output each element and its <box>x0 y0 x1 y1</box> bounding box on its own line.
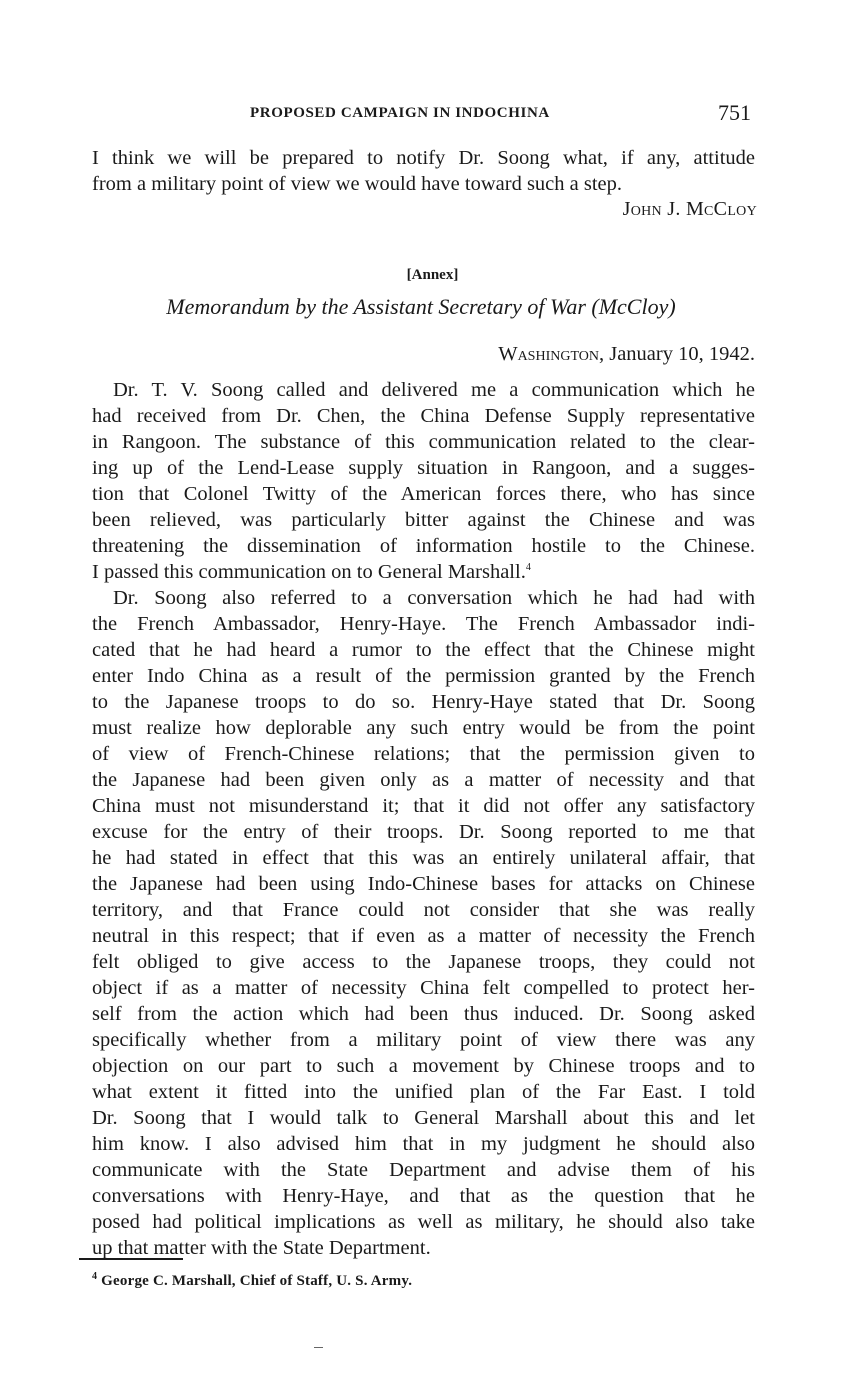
paragraph-line: Dr. Soong that I would talk to General Marshall about this and let <box>92 1107 755 1129</box>
paragraph-line: excuse for the entry of their troops. Dr. Soong reported to me that <box>92 821 755 843</box>
paragraph-line: the Japanese had been using Indo-Chinese bases for attacks on Chinese <box>92 873 755 895</box>
paragraph-line: of view of French-Chinese relations; that the permission given to <box>92 743 755 765</box>
footnote-marker: 4 <box>92 1271 98 1282</box>
paragraph-line: neutral in this respect; that if even as a matter of necessity the French <box>92 925 755 947</box>
paragraph-line: up that matter with the State Department. <box>92 1237 431 1259</box>
signature: John J. McCloy <box>622 198 757 220</box>
footnote-text: George C. Marshall, Chief of Staff, U. S. Army. <box>101 1273 413 1289</box>
paragraph-line-text: I passed this communication on to General Marshall. <box>92 561 526 583</box>
paragraph-line: posed had political implications as well as military, he should also take <box>92 1211 755 1233</box>
dateline-place: Washington, <box>498 343 605 365</box>
paragraph-line: what extent it fitted into the unified plan of the Far East. I told <box>92 1081 755 1103</box>
paragraph-line: Dr. T. V. Soong called and delivered me a communication which he <box>113 379 755 401</box>
page-number: 751 <box>718 100 751 125</box>
paragraph-line: in Rangoon. The substance of this communication related to the clear- <box>92 431 755 453</box>
paragraph-line: felt obliged to give access to the Japanese troops, they could not <box>92 951 755 973</box>
paragraph-line: threatening the dissemination of information hostile to the Chinese. <box>92 535 755 557</box>
paragraph-line: specifically whether from a military point of view there was any <box>92 1029 755 1051</box>
paragraph-line: China must not misunderstand it; that it did not offer any satisfactory <box>92 795 755 817</box>
paragraph-line: the French Ambassador, Henry-Haye. The French Ambassador indi- <box>92 613 755 635</box>
footnote <box>92 1273 412 1290</box>
paragraph-line <box>92 559 755 585</box>
paragraph-line: enter Indo China as a result of the permission granted by the French <box>92 665 755 687</box>
paragraph-line: object if as a matter of necessity China felt compelled to protect her- <box>92 977 755 999</box>
paragraph-line: been relieved, was particularly bitter against the Chinese and was <box>92 509 755 531</box>
paragraph-line: conversations with Henry-Haye, and that as the question that he <box>92 1185 755 1207</box>
paragraph-line: communicate with the State Department and advise them of his <box>92 1159 755 1181</box>
running-head <box>0 100 865 130</box>
carryover-line: I think we will be prepared to notify Dr. Soong what, if any, attitude <box>92 147 755 169</box>
memo-title: Memorandum by the Assistant Secretary of War (McCloy) <box>166 294 676 319</box>
paragraph-line: must realize how deplorable any such entry would be from the point <box>92 717 755 739</box>
paragraph-line: objection on our part to such a movement by Chinese troops and to <box>92 1055 755 1077</box>
footnote-reference: 4 <box>525 562 531 574</box>
paragraph-line: cated that he had heard a rumor to the effect that the Chinese might <box>92 639 755 661</box>
dateline-date: January 10, 1942. <box>604 343 755 365</box>
paragraph-line: self from the action which had been thus induced. Dr. Soong asked <box>92 1003 755 1025</box>
running-title: PROPOSED CAMPAIGN IN INDOCHINA <box>250 105 550 121</box>
dateline <box>498 343 755 366</box>
paragraph-line: tion that Colonel Twitty of the American forces there, who has since <box>92 483 755 505</box>
paragraph-line: the Japanese had been given only as a matter of necessity and that <box>92 769 755 791</box>
paragraph-line: Dr. Soong also referred to a conversation which he had had with <box>113 587 755 609</box>
paragraph-line: had received from Dr. Chen, the China Defense Supply representative <box>92 405 755 427</box>
paragraph-line: ing up of the Lend-Lease supply situation in Rangoon, and a sugges- <box>92 457 755 479</box>
page-mark <box>314 1347 323 1348</box>
paragraph-line: to the Japanese troops to do so. Henry-Haye stated that Dr. Soong <box>92 691 755 713</box>
paragraph-line: he had stated in effect that this was an entirely unilateral affair, that <box>92 847 755 869</box>
carryover-line: from a military point of view we would have toward such a step. <box>92 173 623 195</box>
footnote-rule <box>79 1258 183 1260</box>
paragraph-line: territory, and that France could not consider that she was really <box>92 899 755 921</box>
annex-label: [Annex] <box>406 267 459 283</box>
paragraph-line: him know. I also advised him that in my judgment he should also <box>92 1133 755 1155</box>
